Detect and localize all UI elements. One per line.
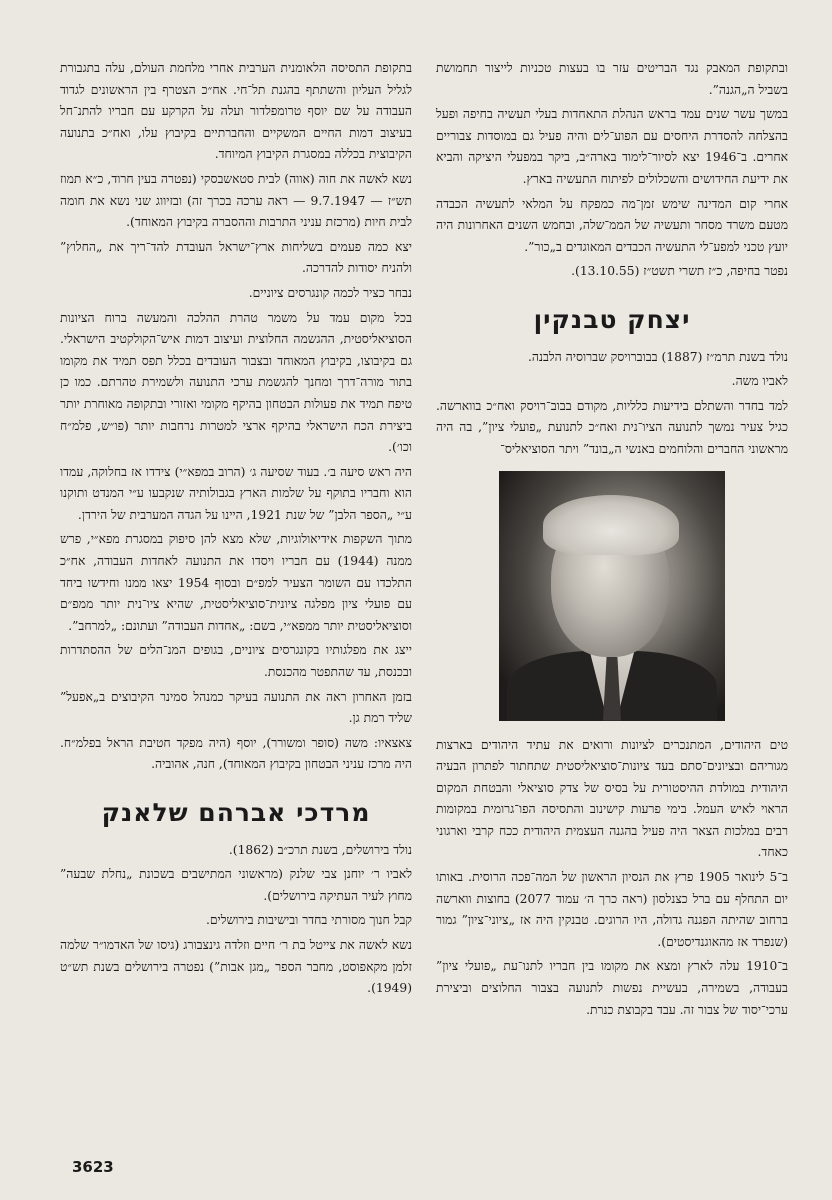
paragraph: נולד בירושלים, בשנת תרכ״ב (1862). [228, 842, 412, 857]
left-column [60, 58, 412, 1003]
paragraph: ובתקופת המאבק נגד הבריטים עזר בו בעצות טכניות לייצור תחמושת בשביל ה„הגנה”. [436, 61, 788, 97]
portrait-photo [499, 471, 725, 721]
paragraph: ב־1910 עלה לארץ ומצא את מקומו בין חבריו לתנו־עת „פועלי ציון” בעבודה, בשמירה, בעשיית נפשות לתנועה בצבור החלוצים וביצירת ערכי־יסוד של צבור זה. עבד בקבוצת כנרת. [436, 959, 788, 1017]
paragraph: למד בחדר והשתלם בידיעות כלליות, מקודם בבוב־רויסק ואח״כ בווארשה. כגיל צעיר נמשך לתנועה הציו־נית ואח״כ לתנועת „פועלי ציון”, בה היה מראשוני החברים והלוחמים באנשי ה„בונד” ויתר הסוציאליס־ [436, 398, 788, 456]
paragraph: בזמן האחרון ראה את התנועה בעיקר כמנהל סמינר הקיבוצים ב„אפעל” שליד רמת גן. [60, 689, 412, 726]
paragraph: טים היהודים, המתנכרים לציונות ורואים את עתיד היהודים בארצות מגוריהם ובציונים־סתם בעד ציונות־סוציאליסטית שתחתור לפתרון הבעיה היהודית במולדת ההיסטורית על בסיס של צדק סוציאלי והבטחת המקום הראוי לאיש העמל. בימי פרעות קישינוב והתסיסה הפו־גרומית במקומות רבים במלכות הצאר היה פעיל בהגנה העצמית היהודית ככח קרבי וארגוני כאחד. [436, 737, 788, 860]
paragraph: נשא לאשה את צייטל בת ר׳ חיים וזלדה גינצבורג (גיסו של האדמו״ר שלמה זלמן מקאפוסט, מחבר הספר „מגן אבות”) נפטרה בירושלים בשנת תש״ט (1949). [60, 937, 412, 996]
paragraph: נפטר בחיפה, כ״ז תשרי תשט״ז (13.10.55). [571, 264, 788, 279]
paragraph: לאביו משה. [731, 374, 788, 389]
bio-title-tabenkin: יצחק טבנקין [533, 304, 691, 334]
paragraph: לאביו ר׳ יוחנן צבי שלנק (מראשוני המתישבים בשכונת „נחלת שבעה” מחוץ לעיר העתיקה בירושלים). [60, 867, 412, 903]
right-column [436, 58, 788, 1024]
paragraph: נשא לאשה את חוה (אווה) לבית סטאשבסקי (נפטרה בעין חרוד, כ״א תמוז תש״ז — 9.7.1947 — ראה ערכה בכרך זה) ובזיווג שני נשא את חומה לבית חיות (מרכזת עניני התרבות וההסברה בקיבוץ המאוחד). [60, 171, 412, 230]
paragraph: יצא כמה פעמים בשליחות ארץ־ישראל העובדת להד־ריך את „החלוץ” ולהניח יסודות להדרכה. [60, 239, 412, 276]
paragraph: נבחר כציר לכמה קונגרסים ציוניים. [248, 285, 412, 300]
paragraph: קבל חנוך מסורתי בחדר ובישיבות בירושלים. [205, 913, 412, 928]
paragraph: בתקופת התסיסה הלאומנית הערבית אחרי מלחמת העולם, עלה בתגבורת לגליל העליון והשתתף בהגנת תל־חי. אח״כ הצטרף בין הראשונים לגדוד העבודה על שם יוסף טרומפלדור ועלה על הקרקע עם חבריו להתנ־חל בעיצוב דמות החיים המשקיים והחברתיים בקיבוץ עלו, ואח״כ בתנועה הקיבוצית בכללה במסגרת הקיבוץ המיוחד. [60, 61, 412, 162]
paragraph: נולד בשנת תרמ״ז (1887) בבוברויסק שברוסיה הלבנה. [528, 349, 788, 364]
paragraph: מתוך השקפות אידיאולוגיות, שלא מצא להן סיפוק במסגרת מפא״י, פרש ממנה (1944) עם חבריו ויסדו את התנועה לאחדות העבודה, אח״כ התלכדו עם השומר הצעיר למפ״ם ובסוף 1954 יצאו ממנו וחידשו ביחד עם פועלי ציון מפלגה ציונית־סוציאליסטית, שהיא ציו־נית יותר ממפ״ם וסוציאליסטית יותר ממפא״י, בשם: „אחדות העבודה” ועתונם: „למרחב”. [60, 532, 413, 633]
portrait-hair [543, 495, 679, 555]
paragraph: ב־5 לינואר 1905 פרץ את הנסיון הראשון של המה־פכה הרוסית. באותו יום התחלף עם ברל כצנלסון (ראה כרך ה׳ עמוד 2077) בחוצות ווארשה ברחוב שהיתה הפגנה גדולה, היו הרוגים. טבנקין היה אז „ציוני־ציון” גמור (שנפרד אז מהאוגנדיסטים). [436, 870, 789, 949]
paragraph: היה ראש סיעה ב׳. בעוד שסיעה ג׳ (הרוב במפא״י) צידדו אז בחלוקה, עמדו הוא וחבריו בתוקף על שלמות הארץ בגבולותיה שנקבעו ע״י המנדט ותוקנו ע״י „הספר הלבן” של שנת 1921, היינו על הגדה המערבית של הירדן. [60, 464, 412, 522]
paragraph: בכל מקום עמד על משמר טהרת ההלכה והמעשה ברוח הציונות הסוציאליסטית, ההגשמה החלוצית ועיצוב דמות איש־הקולקטיב הישראלי. גם בקיבוצו, בקיבוץ המאוחד ובצבור העובדים בכלל תפס תמיד את מקומו בתור מורה־דרך ומחנך להגשמת ערכי התנועה ולשמירת טהרתם. כמו כן טיפח תמיד את פעולות הבטחון בהיקף מקומי ואזורי ובתקופה מאוחרת יותר ביצירת הכח הישראלי בהיקף ארצי למטרות נרחבות יותר (פו״ש, פלמ״ח וכו׳). [60, 310, 412, 455]
paragraph: ייצג את מפלגותיו בקונגרסים ציוניים, בגופים המנ־הלים של ההסתדרות ובכנסת, עד שהתפטר מהכנסת. [60, 643, 412, 680]
page-number: 3623 [72, 1158, 114, 1176]
paragraph: במשך עשר שנים עמד בראש הנהלת התאחדות בעלי תעשיה בחיפה ופעל בהצלחה להסדרת היחסים עם הפוע־לים והיה פעיל גם במוסדות צבוריים אחרים. ב־1946 יצא לסיור־לימוד בארה״ב, ביקר במפעלי היציקה והביא את ידיעת החידושים והשכלולים לפיתוח התעשיה בארץ. [436, 107, 789, 186]
bio-title-schlank: מרדכי אברהם שלאנק [101, 798, 371, 827]
paragraph: צאצאיו: משה (סופר ומשורר), יוסף (היה מפקד חטיבת הראל בפלמ״ח. היה מרכז עניני הבטחון בקיבוץ המאוחד), חנה, אהוביה. [60, 735, 412, 772]
paragraph: אחרי קום המדינה שימש זמן־מה כמפקח על המלאי לתעשיה הכבדה מטעם משרד מסחר ותעשיה של הממ־שלה, ובחמש השנים האחרונות היה יועץ טכני למפע־לי התעשיה הכבדים המאוגדים ב„כור”. [436, 196, 788, 254]
